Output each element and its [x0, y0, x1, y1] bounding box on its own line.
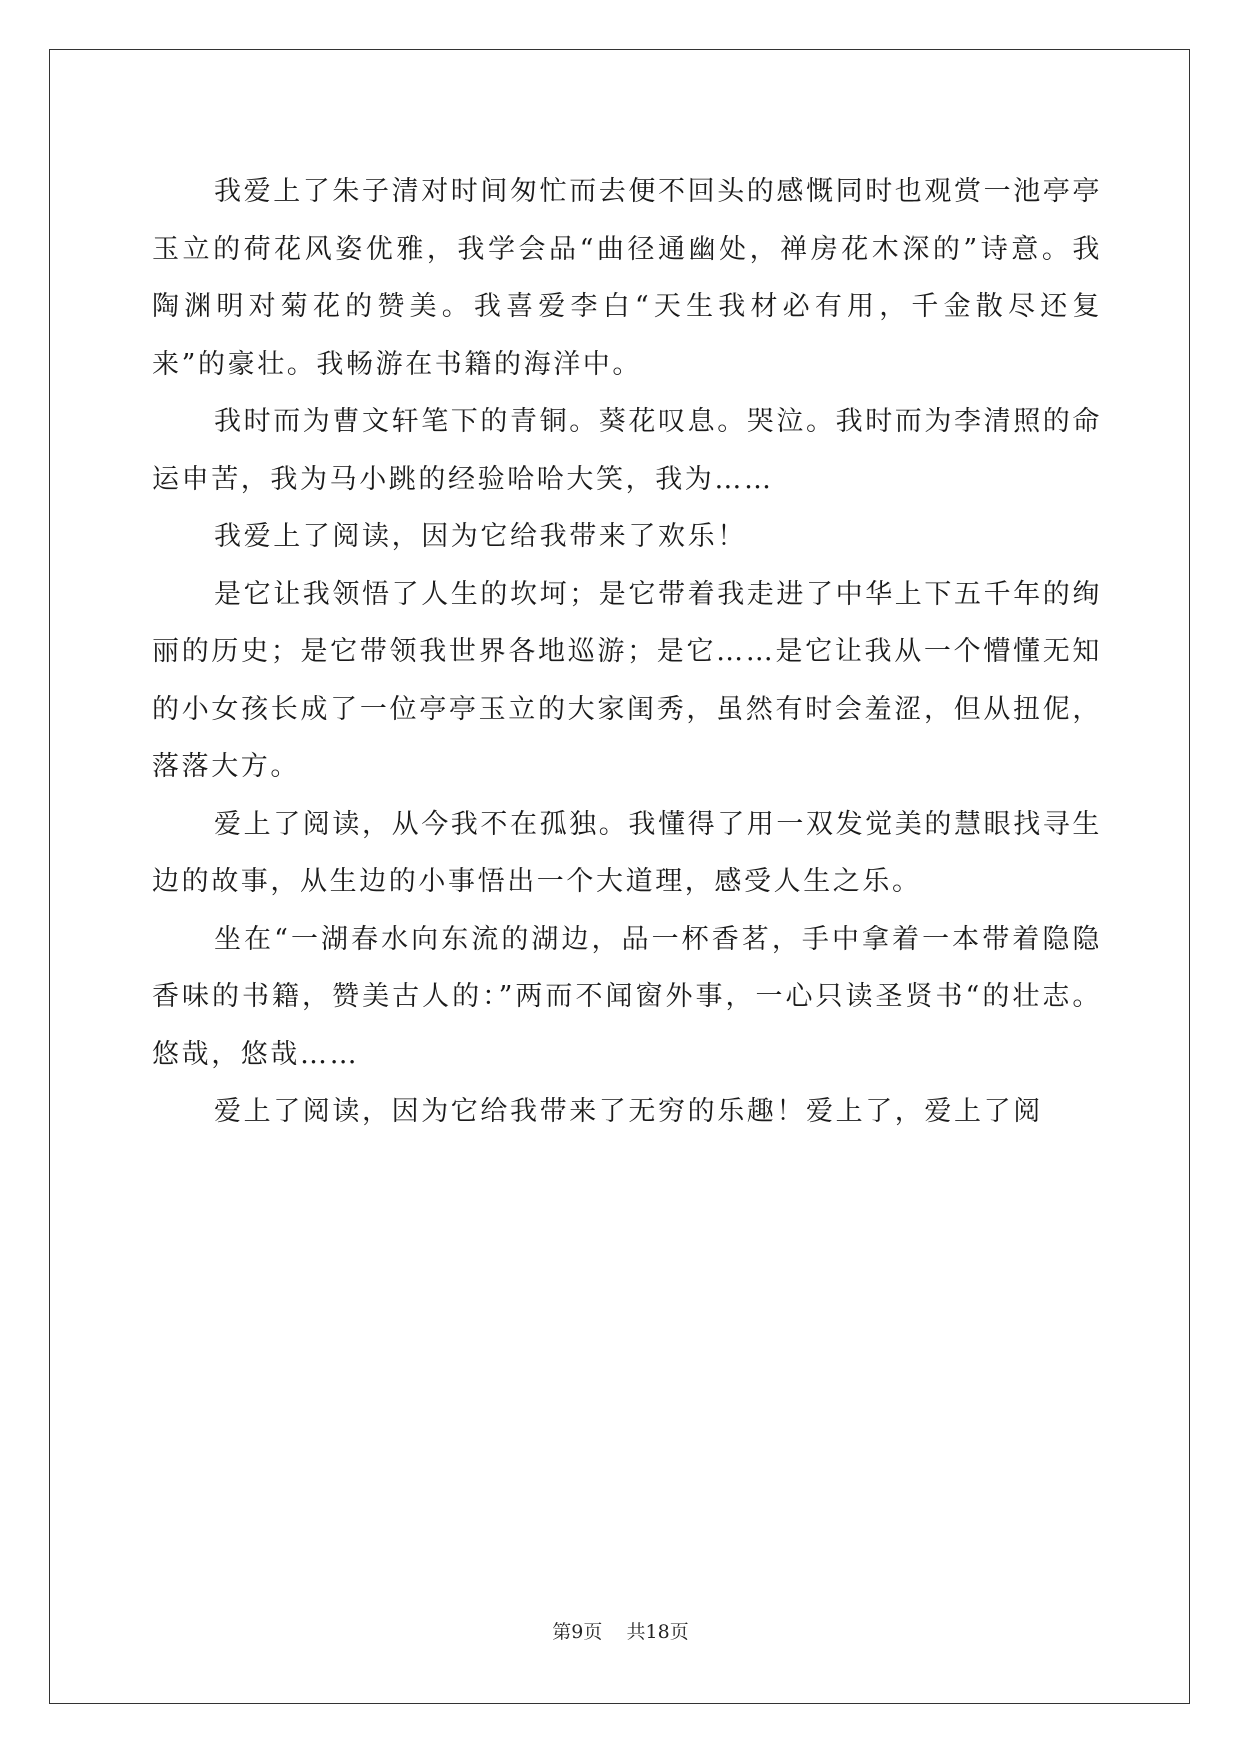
paragraph: 爱上了阅读，从今我不在孤独。我懂得了用一双发觉美的慧眼找寻生边的故事，从生边的小事悟出一个大道理，感受人生之乐。: [152, 808, 1102, 897]
page-footer: [0, 1620, 1241, 1644]
paragraph: 坐在“一湖春水向东流的湖边，品一杯香茗，手中拿着一本带着隐隐香味的书籍，赞美古人的：”两而不闻窗外事，一心只读圣贤书“的壮志。悠哉，悠哉……: [152, 923, 1102, 1070]
paragraph: 我时而为曹文轩笔下的青铜。葵花叹息。哭泣。我时而为李清照的命运申苦，我为马小跳的经验哈哈大笑，我为……: [152, 406, 1102, 495]
paragraph: 我爱上了朱子清对时间匆忙而去便不回头的感慨同时也观赏一池亭亭玉立的荷花风姿优雅，我学会品“曲径通幽处，禅房花木深的”诗意。我陶渊明对菊花的赞美。我喜爱李白“天生我材必有用，千金散尽还复来”的豪壮。我畅游在书籍的海洋中。: [152, 176, 1102, 380]
page-total: 共18页: [626, 1621, 689, 1643]
paragraph: 爱上了阅读，因为它给我带来了无穷的乐趣！爱上了，爱上了阅: [214, 1096, 1043, 1127]
document-body: [152, 163, 1102, 1141]
page-number: 第9页: [552, 1621, 603, 1643]
paragraph: 我爱上了阅读，因为它给我带来了欢乐！: [214, 521, 747, 552]
paragraph: 是它让我领悟了人生的坎坷；是它带着我走进了中华上下五千年的绚丽的历史；是它带领我世界各地巡游；是它……是它让我从一个懵懂无知的小女孩长成了一位亭亭玉立的大家闺秀，虽然有时会羞涩，但从扭伲，落落大方。: [152, 578, 1102, 782]
